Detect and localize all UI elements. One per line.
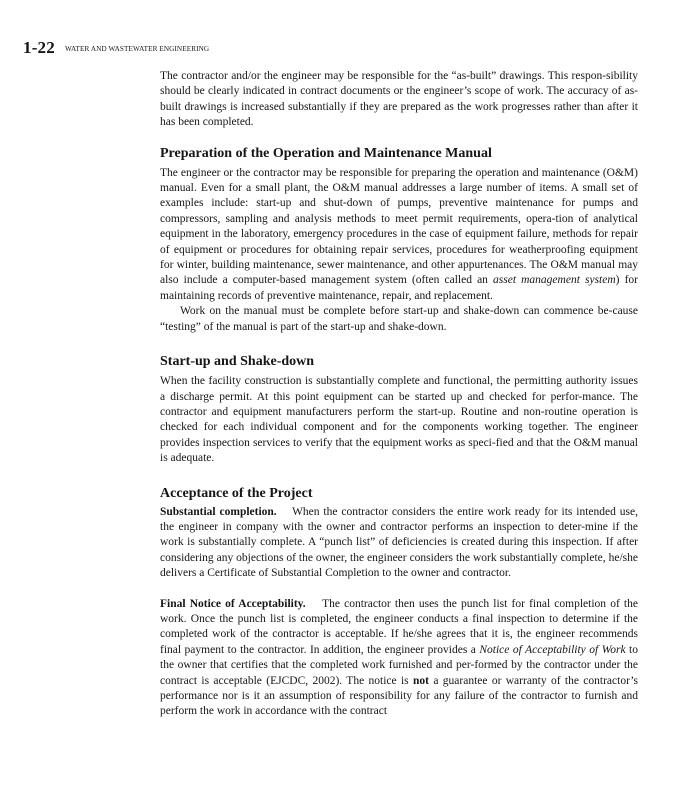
om-manual-paragraph-1 xyxy=(160,166,638,305)
intro-paragraph: The contractor and/or the engineer may be responsible for the “as-built” drawings. This respon-sibility should be clearly indicated in contract documents or the engineer’s scope of work. The accuracy of as-built drawings is increased substantially if they are prepared as the work progresses rather than after it has been completed. xyxy=(160,70,638,129)
acceptance-section xyxy=(160,485,638,720)
final-notice-bold-not: not xyxy=(413,674,429,687)
om-manual-text-after: ) for maintaining records of preventive maintenance, repair, and replacement. xyxy=(160,274,638,302)
om-manual-text-before: The engineer or the contractor may be responsible for preparing the operation and maintenance (O&M) manual. Even for a small plant, the O&M manual addresses a large number of items. A small set of examples include: start-up and shut-down of pumps, preventive maintenance for pumps and compressors, sampling and analysis methods to meet permit requirements, opera-tion of analytical equipment in the laboratory, emergency procedures in the case of equipment failure, methods for repair of equipment or procedures for obtaining repair services, procedures for weatherproofing equipment for winter, building maintenance, sewer maintenance, and other appurtenances. The O&M manual may also include a computer-based management system (often called an xyxy=(160,166,638,287)
page-number: 1-22 xyxy=(23,38,55,57)
final-notice-text-after: a guarantee or warranty of the contractor’s performance nor is it an assumption of responsibility for any failure of the contractor to furnish and perform the work in accordance with the contract xyxy=(160,674,638,718)
substantial-completion-text: When the contractor considers the entire work ready for its intended use, the engineer in company with the owner and contractor performs an inspection to deter-mine if the work is substantially complete. A “punch list” of deficiencies is created during this inspection. If after considering any objections of the owner, the engineer considers the work substantially complete, he/she delivers a Certificate of Substantial Completion to the owner and contractor. xyxy=(160,505,638,580)
om-manual-heading: Preparation of the Operation and Maintenance Manual xyxy=(160,145,492,161)
final-notice-italic-title: Notice of Acceptability of Work xyxy=(479,643,626,656)
final-notice-text-middle: to the owner that certifies that the completed work furnished and per-formed by the contractor under the contract is acceptable (EJCDC, 2002). The notice is xyxy=(160,643,638,687)
om-manual-paragraph-2: Work on the manual must be complete before start-up and shake-down can commence be-cause “testing” of the manual is part of the start-up and shake-down. xyxy=(160,305,638,333)
substantial-completion-lead: Substantial completion. xyxy=(160,505,277,518)
body-text xyxy=(160,69,638,720)
acceptance-heading: Acceptance of the Project xyxy=(160,485,313,501)
startup-paragraph: When the facility construction is substantially complete and functional, the permitting authority issues a discharge permit. At this point equipment can be started up and checked for perfor-mance. The contractor and equipment manufacturers perform the start-up. Routine and non-routine operation is checked for each individual component and for the components working together. The engineer provides inspection services to verify that the equipment works as speci-fied and that the O&M manual is adequate. xyxy=(160,375,638,465)
substantial-completion-paragraph xyxy=(160,505,638,582)
running-title: WATER AND WASTEWATER ENGINEERING xyxy=(64,45,210,53)
om-manual-section xyxy=(160,145,638,335)
running-header xyxy=(23,38,209,58)
startup-section xyxy=(160,353,638,466)
startup-heading: Start-up and Shake-down xyxy=(160,354,315,370)
final-notice-text-before: The contractor then uses the punch list for final completion of the work. Once the punch list is completed, the engineer conducts a final inspection to determine if the completed work of the contractor is acceptable. If he/she agrees that it is, the engineer recommends final payment to the contractor. In addition, the engineer provides a xyxy=(160,597,638,656)
om-manual-italic-term: asset management system xyxy=(493,274,616,287)
final-notice-lead: Final Notice of Acceptability. xyxy=(160,597,306,610)
intro-section xyxy=(160,69,638,131)
final-notice-paragraph xyxy=(160,597,638,720)
